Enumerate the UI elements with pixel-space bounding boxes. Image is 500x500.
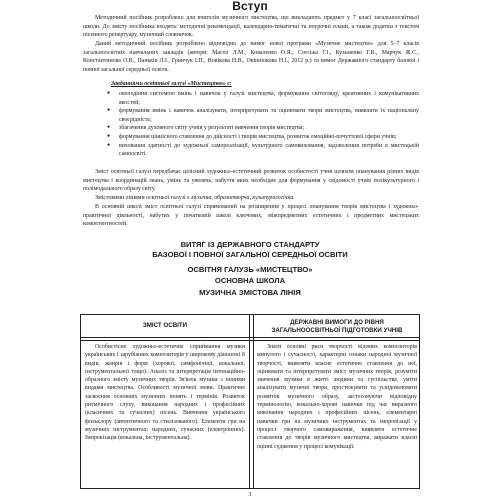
- body-paragraph-5: В основній школі зміст освітньої галузі спрямований на розширення у процесі опанування творів мистецтва і художньо-практичної діяльності, набутих у початковій школі ключових, міжпредметних естетичних і предметних мистецьких компетентностей.: [83, 204, 419, 228]
- standard-heading-3: ОСВІТНЯ ГАЛУЗЬ «МИСТЕЦТВО»: [187, 265, 313, 274]
- body-paragraph-3: Зміст освітньої галузі передбачає цілісний художньо-естетичний розвиток особистості учня шляхом опанування різних видів мистецтва і координацій знань, умінь та уявлень, набуття яких необхідне для формування у свідомості учнів полікультурного і полімодального образу світу.: [83, 169, 419, 193]
- standard-heading-1: ВИТЯГ ІЗ ДЕРЖАВНОГО СТАНДАРТУ: [180, 240, 320, 249]
- table-divider: [81, 340, 419, 341]
- intro-paragraph-2: Даний методичний посібник розроблено відповідно до вимог нової програми «Музичне мистецтво» для 5–7 класів загальноосвітніх навчальних закладів (автори: Масол Л.М., Коваленко О.Я., Сотська Г.І., Кузьменко Г.В., Марчук Ж.С., Константинова О.В., Панькiв Л.І., Гринчук І.П., Новікова Н.В., Овінніокова Н.І., 2012 р.) та вимог Державного стандарту базової і повної загальної середньої освіти.: [83, 41, 419, 73]
- standards-table: [80, 314, 420, 489]
- list-item: ● виховання здатності до художньої самореалізації, культурного самовиховання, задоволення потреби в мистецькій самоосвіті.: [107, 142, 419, 158]
- body-paragraph-4: Змістовими лініями освітньої галузі є музична, образотворча, культурологічна.: [95, 195, 295, 201]
- bullet-icon: ●: [107, 108, 111, 114]
- table-cell-requirements: Знати основні риси творчості відомих композиторів минулого і сучасності, характерні ознаки народної музичної творчості, виявляти власне естетичне ставлення до неї, оцінювати та інтерпретувати зміст музичних творів, розуміти значення музики в житті людини та суспільства, уміти аналізувати музичні твори, простежувати та усвідомлювати розвиток музичного образу, застосовуючи відповідну термінологію, вокально-хорові навички під час виразного виконання народних і професійних пісень, елементарні навички гри на музичних інструментах та імпровізації у процесі творчого самовираження, виявляти естетичне ставлення до творів музичного мистецтва, виражати власні оцінні судження у процесі комунікації.: [257, 344, 417, 450]
- content-lines-emphasis: музична, образотворча, культурологічна.: [191, 195, 295, 201]
- standard-heading-5: МУЗИЧНА ЗМІСТОВА ЛІНІЯ: [199, 288, 301, 297]
- list-item: ● оволодіння системою вмінь і навичок у галузі мистецтва, формування світогляду, креативних і комунікативних якостей;: [107, 91, 419, 106]
- bullet-icon: ●: [107, 91, 111, 96]
- tasks-heading: [111, 81, 232, 87]
- tasks-list: [102, 90, 419, 159]
- list-item: ● формування ціннісного ставлення до дійсності і творів мистецтва, розвиток емоційно-почуттєвої сфери учнів;: [107, 133, 397, 140]
- table-header-content: ЗМІСТ ОСВІТИ: [142, 322, 188, 329]
- table-divider: [81, 337, 419, 338]
- standard-heading-4: ОСНОВНА ШКОЛА: [214, 276, 286, 285]
- page-title: Вступ: [232, 0, 268, 13]
- table-header-requirements: ДЕРЖАВНІ ВИМОГИ ДО РІВНЯ ЗАГАЛЬНООСВІТНЬОЇ ПІДГОТОВКИ УЧНІВ: [271, 319, 403, 334]
- bullet-icon: ●: [107, 133, 111, 139]
- list-item: ● збагачення духовного світу учнів у результаті вивчення творів мистецтва;: [107, 125, 305, 132]
- tasks-heading-text: Завданнями освітньої галузі «Мистецтво» є:: [111, 81, 232, 87]
- bullet-icon: ●: [107, 125, 111, 131]
- table-cell-content: Особистісне художньо-естетичне сприймання музики українських і зарубіжних композиторів у широкому діапазоні її видів, жанрів і форм (хорової, симфонічної, вокальної, інструментальної тощо). Аналіз та інтерпретація інтонаційно-образного змісту музичних творів. Зв'язок музики з іншими видами мистецтва. Особливості музичної мови. Практичне засвоєння основних музичних понять і термінів. Розвиток ритмічного слуху, виконання народних і професійних (класичних та сучасних) пісень. Вивчення українського фольклору (автентичного та стилізованого). Елементи гри на музичних інструментах: народних, сучасних (електронних). Імпровізація (вокальна, інструментальна).: [85, 344, 245, 442]
- bullet-icon: ●: [107, 142, 111, 148]
- standard-heading-2: БАЗОВОЇ І ПОВНОЇ ЗАГАЛЬНОЇ СЕРЕДНЬОЇ ОСВІТИ: [152, 250, 348, 259]
- page-number: 3: [248, 492, 252, 498]
- intro-paragraph-1: Методичний посібник розроблено для вчителів музичного мистецтва, що викладають предмет у 7 класі загальноосвітньої школи. До змісту посібника входять: методичні рекомендації, календарно-тематичні та поурочні плани, а також додатки з текстом пісенного репертуару, музичний словничок.: [83, 15, 419, 39]
- list-item: ● формування вмінь і навичок аналізувати, інтерпретувати та оцінювати твори мистецтва, виявляти їх національну своєрідність;: [107, 108, 419, 123]
